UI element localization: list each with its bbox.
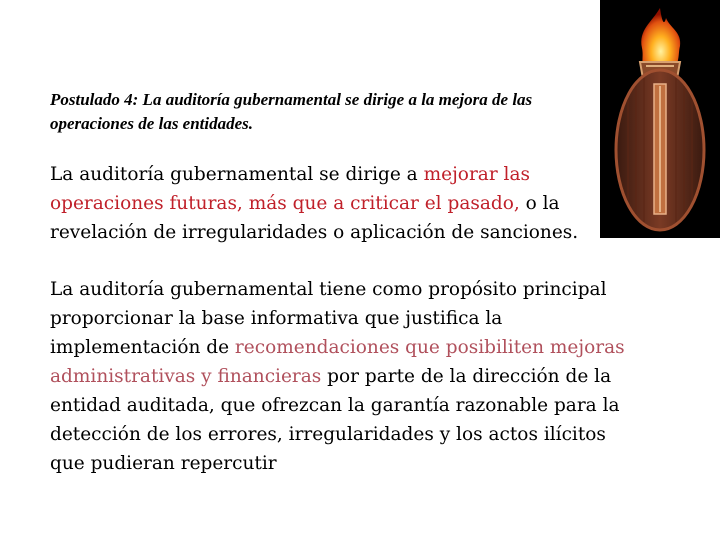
p1-line2-text: o la [519, 193, 560, 214]
paragraph-1 [50, 160, 650, 247]
p1-emphasis-mejorar: mejorar las [423, 164, 530, 185]
p2-emphasis-recomendaciones: recomendaciones que posibiliten mejoras [234, 337, 625, 358]
p1-line1-text: La auditoría gubernamental se dirige a [50, 164, 424, 185]
p1-emphasis-operaciones: operaciones futuras, más que a criticar el pasado, [50, 193, 520, 214]
p2-line5: entidad auditada, que ofrezcan la garantía razonable para la [50, 395, 620, 416]
p2-line3-text: implementación de [50, 337, 235, 358]
postulate-line-2: operaciones de las entidades. [50, 114, 254, 133]
p2-emphasis-administrativas: administrativas y financieras [50, 366, 322, 387]
postulate-text [50, 88, 650, 136]
paragraph-2 [50, 275, 690, 478]
p2-line7: que pudieran repercutir [50, 453, 277, 474]
p1-line3-text: revelación de irregularidades o aplicación de sanciones. [50, 222, 579, 243]
postulate-line-1: Postulado 4: La auditoría gubernamental se dirige a la mejora de las [50, 90, 533, 109]
flame [641, 8, 680, 70]
p2-line4-text: por parte de la dirección de la [321, 366, 612, 387]
p2-line6: detección de los errores, irregularidades y los actos ilícitos [50, 424, 606, 445]
p2-line2: proporcionar la base informativa que justifica la [50, 308, 503, 329]
p2-line1: La auditoría gubernamental tiene como propósito principal [50, 279, 607, 300]
